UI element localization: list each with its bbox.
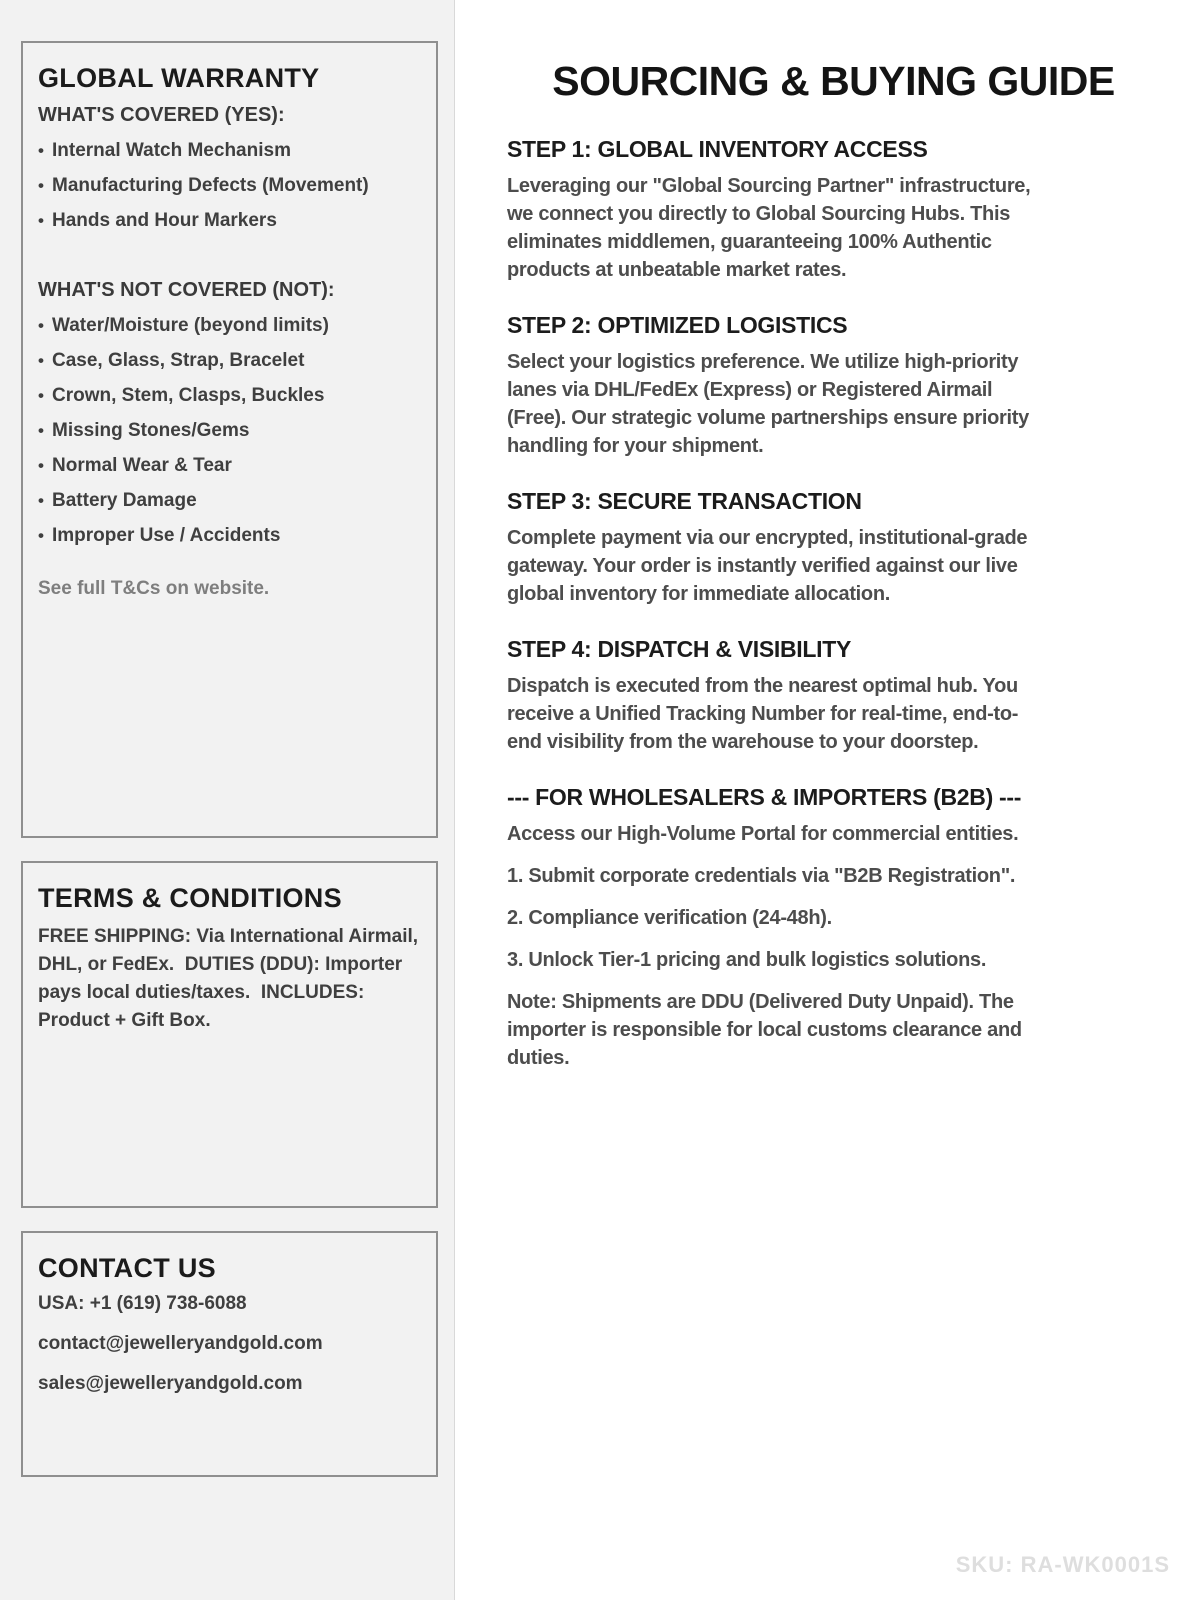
section-paragraph: Complete payment via our encrypted, institutional-grade gateway. Your order is instantly verified against our live global inventory for immediate allocation.	[507, 527, 1028, 605]
section-paragraph: 2. Compliance verification (24-48h).	[507, 907, 832, 929]
section-paragraph: 1. Submit corporate credentials via "B2B Registration".	[507, 865, 1016, 887]
guide-sections	[507, 136, 1047, 1072]
guide-section	[507, 488, 1047, 608]
contact-title: CONTACT US	[38, 1253, 216, 1283]
sidebar	[0, 0, 455, 1600]
terms-title: TERMS & CONDITIONS	[38, 883, 342, 913]
terms-conditions-box	[21, 861, 438, 1208]
covered-heading: WHAT'S COVERED (YES):	[38, 104, 285, 126]
section-paragraph: Dispatch is executed from the nearest optimal hub. You receive a Unified Tracking Number for real-time, end-to-end visibility from the warehouse to your doorstep.	[507, 675, 1019, 753]
section-heading: STEP 1: GLOBAL INVENTORY ACCESS	[507, 136, 928, 162]
section-paragraph: 3. Unlock Tier-1 pricing and bulk logistics solutions.	[507, 949, 987, 971]
contact-us-box	[21, 1231, 438, 1477]
section-paragraph: Leveraging our "Global Sourcing Partner" infrastructure, we connect you directly to Global Sourcing Hubs. This eliminates middlemen, guaranteeing 100% Authentic products at unbeatable market rates.	[507, 175, 1031, 281]
not-covered-item: • Water/Moisture (beyond limits)	[38, 316, 421, 335]
main-content	[455, 0, 1200, 1600]
sku-label: SKU: RA-WK0001S	[955, 1552, 1170, 1577]
terms-body: FREE SHIPPING: Via International Airmail, DHL, or FedEx. DUTIES (DDU): Importer pays local duties/taxes. INCLUDES: Product + Gift Box.	[38, 926, 424, 1031]
contact-lines	[38, 1293, 421, 1395]
section-paragraph: Note: Shipments are DDU (Delivered Duty Unpaid). The importer is responsible for local customs clearance and duties.	[507, 991, 1022, 1069]
not-covered-list	[38, 316, 421, 545]
not-covered-item: • Crown, Stem, Clasps, Buckles	[38, 386, 421, 405]
section-heading: STEP 3: SECURE TRANSACTION	[507, 488, 862, 514]
covered-item: • Internal Watch Mechanism	[38, 141, 421, 160]
not-covered-item: • Missing Stones/Gems	[38, 421, 421, 440]
contact-line: contact@jewelleryandgold.com	[38, 1333, 323, 1354]
warranty-footnote: See full T&Cs on website.	[38, 578, 270, 599]
covered-item: • Hands and Hour Markers	[38, 211, 421, 230]
not-covered-heading: WHAT'S NOT COVERED (NOT):	[38, 279, 335, 301]
section-paragraph: Access our High-Volume Portal for commercial entities.	[507, 823, 1019, 845]
guide-section	[507, 136, 1047, 284]
section-paragraph: Select your logistics preference. We utilize high-priority lanes via DHL/FedEx (Express) or Registered Airmail (Free). Our strategic volume partnerships ensure priority handling for your shipment.	[507, 351, 1029, 457]
guide-section	[507, 988, 1047, 1072]
covered-item: • Manufacturing Defects (Movement)	[38, 176, 421, 195]
guide-section	[507, 636, 1047, 756]
global-warranty-box	[21, 41, 438, 838]
not-covered-item: • Improper Use / Accidents	[38, 526, 421, 545]
not-covered-item: • Case, Glass, Strap, Bracelet	[38, 351, 421, 370]
contact-line: sales@jewelleryandgold.com	[38, 1373, 303, 1394]
warranty-title: GLOBAL WARRANTY	[38, 63, 320, 93]
section-heading: --- FOR WHOLESALERS & IMPORTERS (B2B) ---	[507, 784, 1022, 810]
guide-section	[507, 784, 1047, 974]
section-heading: STEP 2: OPTIMIZED LOGISTICS	[507, 312, 848, 338]
not-covered-item: • Normal Wear & Tear	[38, 456, 421, 475]
covered-list	[38, 141, 421, 230]
guide-section	[507, 312, 1047, 460]
contact-line: USA: +1 (619) 738-6088	[38, 1293, 247, 1314]
not-covered-item: • Battery Damage	[38, 491, 421, 510]
page-title: SOURCING & BUYING GUIDE	[552, 58, 1115, 104]
section-heading: STEP 4: DISPATCH & VISIBILITY	[507, 636, 852, 662]
